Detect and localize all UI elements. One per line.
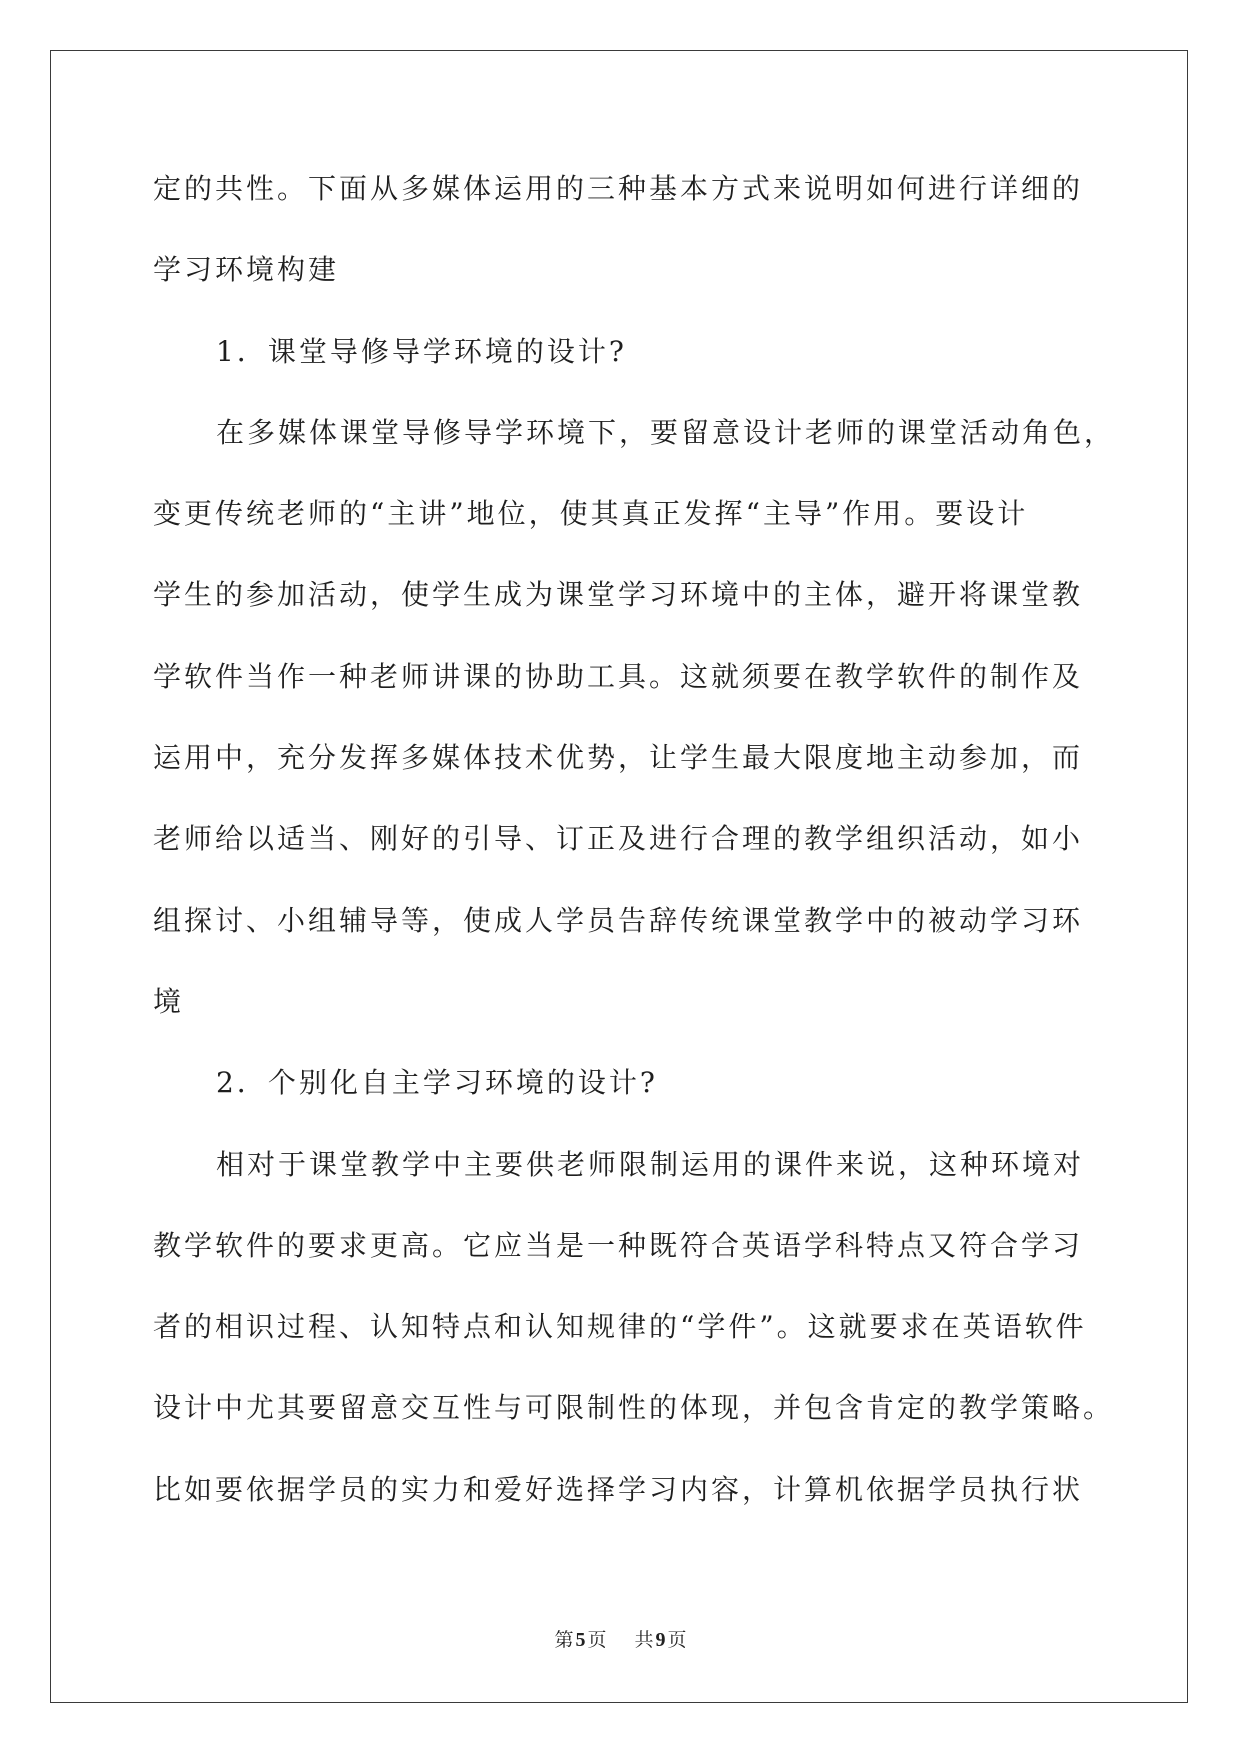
total-pages: 9	[655, 1629, 666, 1651]
total-suffix: 页	[667, 1629, 687, 1651]
document-body	[153, 148, 1143, 1530]
text-line: 老师给以适当、刚好的引导、订正及进行合理的教学组织活动，如小	[153, 822, 1084, 856]
text-line: 比如要依据学员的实力和爱好选择学习内容，计算机依据学员执行状	[153, 1472, 1084, 1506]
page-prefix: 第	[554, 1629, 574, 1651]
text-line: 在多媒体课堂导修导学环境下，要留意设计老师的课堂活动角色，	[216, 415, 1116, 449]
section-heading: 2．个别化自主学习环境的设计?	[216, 1066, 658, 1100]
total-prefix: 共	[634, 1629, 654, 1651]
section-2	[153, 1042, 1143, 1530]
text-line: 组探讨、小组辅导等，使成人学员告辞传统课堂教学中的被动学习环	[153, 903, 1084, 937]
continued-paragraph	[153, 148, 1143, 311]
page-number: 5	[575, 1629, 586, 1651]
page-footer	[0, 1627, 1241, 1653]
section-heading: 1．课堂导修导学环境的设计?	[216, 334, 627, 368]
section-paragraph	[153, 392, 1143, 1042]
page-indicator	[554, 1629, 612, 1651]
section-paragraph	[153, 1124, 1143, 1530]
text-line: 者的相识过程、认知特点和认知规律的“学件”。这就要求在英语软件	[153, 1310, 1087, 1344]
text-line: 设计中尤其要留意交互性与可限制性的体现，并包含肯定的教学策略。	[153, 1391, 1115, 1425]
text-line: 运用中，充分发挥多媒体技术优势，让学生最大限度地主动参加，而	[153, 741, 1084, 775]
text-line: 境	[153, 984, 185, 1018]
text-line: 学习环境构建	[153, 253, 340, 287]
text-line: 学软件当作一种老师讲课的协助工具。这就须要在教学软件的制作及	[153, 659, 1084, 693]
section-1	[153, 311, 1143, 1043]
total-pages-indicator	[635, 1629, 687, 1651]
text-line: 定的共性。下面从多媒体运用的三种基本方式来说明如何进行详细的	[153, 172, 1084, 205]
page-suffix: 页	[587, 1629, 607, 1651]
text-line: 变更传统老师的“主讲”地位，使其真正发挥“主导”作用。要设计	[153, 497, 1029, 531]
text-line: 教学软件的要求更高。它应当是一种既符合英语学科特点又符合学习	[153, 1228, 1084, 1262]
text-line: 学生的参加活动，使学生成为课堂学习环境中的主体，避开将课堂教	[153, 578, 1084, 612]
text-line: 相对于课堂教学中主要供老师限制运用的课件来说，这种环境对	[216, 1147, 1085, 1181]
